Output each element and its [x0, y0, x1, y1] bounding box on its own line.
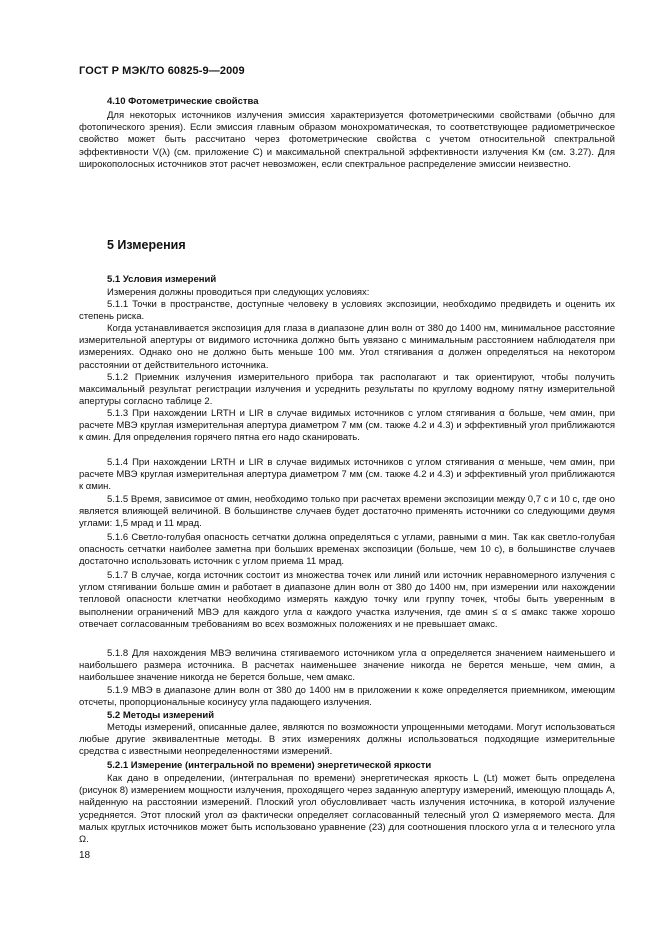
- paragraph-5-1-1-cont: Когда устанавливается экспозиция для глаза в диапазоне длин волн от 380 до 1400 нм, минимальное расстояние измерительной апертуры от видимого источника должно быть увязано с минимальным расстоянием наблюдателя при измерениях. Однако оно не должно быть меньше 100 мм. Угол стягивания α должен определяться на некотором расстоянии от действительного источника.: [79, 323, 615, 371]
- page-number: 18: [79, 850, 91, 861]
- heading-5: 5 Измерения: [107, 238, 186, 252]
- paragraph-5-1-intro: Измерения должны проводиться при следующих условиях:: [107, 287, 370, 298]
- heading-5-2: 5.2 Методы измерений: [107, 710, 215, 721]
- paragraph-5-1-2: 5.1.2 Приемник излучения измерительного прибора так располагают и так ориентируют, чтобы получить максимальный результат регистрации излучения и усреднить результаты по круглому водному пятну измерительной апертуры согласно таблице 2.: [79, 372, 615, 408]
- paragraph-5-2-1: Как дано в определении, (интегральная по времени) энергетическая яркость L (Lt) может быть определена (рисунок 8) измерением мощности излучения, проходящего через заданную апертуру измерений, имеющую площадь A, найденную на расстоянии измерений. Плоский угол обусловливает часть излучения источника, в которой излучение усредняется. Этот плоский угол αэ фактически определяет согласованный телесный угол Ω измеряемого места. Для малых круглых источников может быть использовано уравнение (23) для соотношения плоского угла α и телесного угла Ω.: [79, 773, 615, 846]
- paragraph-5-1-1: 5.1.1 Точки в пространстве, доступные человеку в условиях экспозиции, необходимо предвидеть и оценить их степень риска.: [79, 299, 615, 323]
- paragraph-5-1-6: 5.1.6 Светло-голубая опасность сетчатки должна определяться с углами, равными α мин. Так как светло-голубая опасность сетчатки наиболее заметна при больших временах экспозиции (больше, чем 10 с), в большинстве случаев достаточно использовать источник с углом приема 11 мрад.: [79, 532, 615, 568]
- paragraph-5-1-7: 5.1.7 В случае, когда источник состоит из множества точек или линий или источник неравномерного излучения с углом стягивании больше αмин и работает в диапазоне длин волн от 380 до 1400 нм, при измерении или нахождении тепловой опасности клетчатки необходимо измерять каждую точку или группу точек, чтобы быть уверенным в выполнении ограничений МВЭ для каждого угла α каждого участка излучения, где αмин ≤ α ≤ αмакс также хорошо отвечает согласованным требованиям во всех возможных положениях и не превышает αмакс.: [79, 570, 615, 630]
- paragraph-4-10: Для некоторых источников излучения эмиссия характеризуется фотометрическими свойствами (обычно для фотопического зрения). Если эмиссия главным образом монохроматическая, то соответствующее радиометрическое свойство может быть рассчитано через фотометрические свойства с учетом относительной спектральной эффективности V(λ) (см. приложение С) и максимальной спектральной эффективности излучения Kм (см. 3.27). Для широкополосных источников этот расчет невозможен, если спектральное распределение эмиссии неизвестно.: [79, 110, 615, 170]
- paragraph-5-1-8: 5.1.8 Для нахождения МВЭ величина стягиваемого источником угла α определяется значением наименьшего и наибольшего размера источника. В расчетах наименьшее значение никогда не берется меньше, чем αмин, а наибольшее значение никогда не берется больше, чем αмакс.: [79, 648, 615, 684]
- paragraph-5-1-5: 5.1.5 Время, зависимое от αмин, необходимо только при расчетах времени экспозиции между 0,7 с и 10 с, где оно является влияющей величиной. В большинстве случаев будет достаточно применять источники со следующими двумя углами: 1,5 мрад и 11 мрад.: [79, 494, 615, 530]
- paragraph-5-1-4: 5.1.4 При нахождении LRTH и LIR в случае видимых источников с углом стягивания α меньше, чем αмин, при расчете МВЭ круглая измерительная апертура диаметром 7 мм (см. также 4.2 и 4.3) и эффективный угол приближаются к αмин.: [79, 457, 615, 493]
- paragraph-5-2: Методы измерений, описанные далее, являются по возможности упрощенными методами. Могут использоваться любые другие эквивалентные методы. В этих измерениях должны использоваться подходящие измерительные средства с известными неопределенностями измерений.: [79, 722, 615, 758]
- heading-5-2-1: 5.2.1 Измерение (интегральной по времени) энергетической яркости: [107, 760, 432, 771]
- paragraph-5-1-9: 5.1.9 МВЭ в диапазоне длин волн от 380 до 1400 нм в приложении к коже определяется приемником, имеющим отсчеты, пропорциональные косинусу угла падающего излучения.: [79, 685, 615, 709]
- paragraph-5-1-3: 5.1.3 При нахождении LRTH и LIR в случае видимых источников с углом стягивания α больше, чем αмин, при расчете МВЭ круглая измерительная апертура диаметром 7 мм (см. также 4.2 и 4.3) и эффективный угол приближаются к αмин. Для определения горячего пятна его надо сканировать.: [79, 408, 615, 444]
- heading-5-1: 5.1 Условия измерений: [107, 274, 217, 285]
- document-header: ГОСТ Р МЭК/ТО 60825-9—2009: [79, 65, 245, 77]
- heading-4-10: 4.10 Фотометрические свойства: [107, 96, 259, 107]
